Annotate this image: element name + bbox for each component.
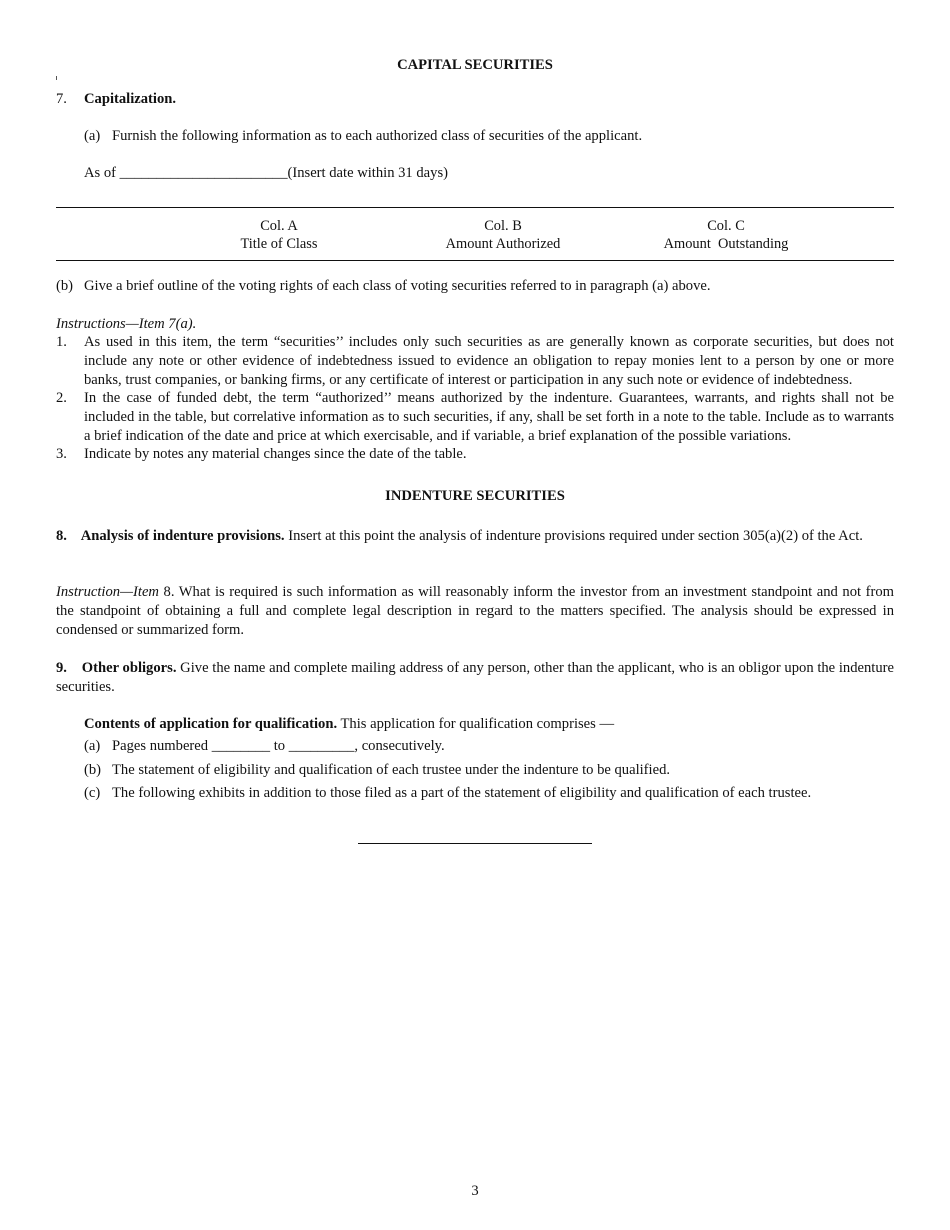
section-title-capital-securities: CAPITAL SECURITIES	[397, 57, 553, 73]
instruction-2-text: In the case of funded debt, the term “authorized’’ means authorized by the indenture. Guarantees, warrants, and rights shall not be included in the table, but correlative information as to such securities, if any, shall be set forth in a note to the table. Include as to warrants a brief indication of the date and price at which exercisable, and if variable, a brief explanation of the possible variations.	[84, 390, 894, 444]
table-col-c	[636, 217, 816, 253]
item-7b-text: Give a brief outline of the voting rights of each class of voting securities referred to in paragraph (a) above.	[84, 278, 711, 294]
col-a-label: Col. A	[260, 218, 298, 234]
table-bottom-rule	[56, 260, 894, 261]
contents-c-label: (c)	[84, 785, 101, 801]
contents-text: This application for qualification comprises —	[337, 716, 615, 732]
item-7-number: 7.	[56, 91, 67, 107]
item-9-heading: 9. Other obligors.	[56, 660, 177, 676]
col-a-title: Title of Class	[240, 236, 318, 252]
item-7-heading: Capitalization.	[84, 91, 177, 107]
contents-heading: Contents of application for qualification.	[84, 716, 338, 732]
item-7b-label: (b)	[56, 278, 74, 294]
page-number: 3	[471, 1183, 479, 1199]
col-c-label: Col. C	[707, 218, 745, 234]
instruction-2-number: 2.	[56, 390, 67, 406]
item-9-text: Give the name and complete mailing address of any person, other than the applicant, who is an obligor upon the indenture securities.	[56, 660, 894, 695]
instructions-title: Instructions—Item 7(a).	[56, 316, 197, 332]
table-col-b	[413, 217, 593, 253]
item-7a-text: Furnish the following information as to each authorized class of securities of the applicant.	[112, 128, 643, 144]
instruction-3-number: 3.	[56, 446, 67, 462]
item-8-instruction-label: Instruction—Item	[56, 584, 159, 600]
item-8-heading: 8. Analysis of indenture provisions.	[56, 528, 285, 544]
col-b-title: Amount Authorized	[445, 236, 561, 252]
contents-a-label: (a)	[84, 738, 101, 754]
item-8-text: Insert at this point the analysis of indenture provisions required under section 305(a)(2) of the Act.	[284, 528, 863, 544]
contents-c-text: The following exhibits in addition to those filed as a part of the statement of eligibility and qualification of each trustee.	[112, 785, 812, 801]
col-b-label: Col. B	[484, 218, 522, 234]
margin-mark	[56, 76, 57, 80]
item-7a-label: (a)	[84, 128, 101, 144]
item-8-instruction-text: 8. What is required is such information as will reasonably inform the investor from an investment standpoint and not from the standpoint of obtaining a full and complete legal description in regard to the matters specified. The analysis should be expressed in condensed or summarized form.	[56, 584, 894, 638]
col-c-title: Amount Outstanding	[663, 236, 789, 252]
instruction-3-text: Indicate by notes any material changes since the date of the table.	[84, 446, 467, 462]
signature-rule	[358, 843, 592, 844]
contents-b-text: The statement of eligibility and qualification of each trustee under the indenture to be qualified.	[112, 762, 671, 778]
item-8-instruction	[56, 583, 894, 640]
contents-b-label: (b)	[84, 762, 102, 778]
item-9-paragraph	[56, 659, 894, 697]
contents-paragraph	[84, 715, 894, 734]
item-8-paragraph	[56, 527, 894, 546]
as-of-date-line: As of _______________________(Insert date within 31 days)	[84, 165, 448, 181]
section-title-indenture-securities: INDENTURE SECURITIES	[385, 488, 565, 504]
table-col-a	[199, 217, 359, 253]
table-top-rule	[56, 207, 894, 208]
instruction-1-number: 1.	[56, 334, 67, 350]
contents-a-text: Pages numbered ________ to _________, consecutively.	[112, 738, 445, 754]
instruction-1-text: As used in this item, the term “securities’’ includes only such securities as are generally known as corporate securities, but does not include any note or other evidence of indebtedness issued to evidence an obligation to repay monies lent to a person by one or more banks, trust companies, or banking firms, or any certificate of interest or participation in any such note or evidence of indebtedness.	[84, 334, 894, 388]
